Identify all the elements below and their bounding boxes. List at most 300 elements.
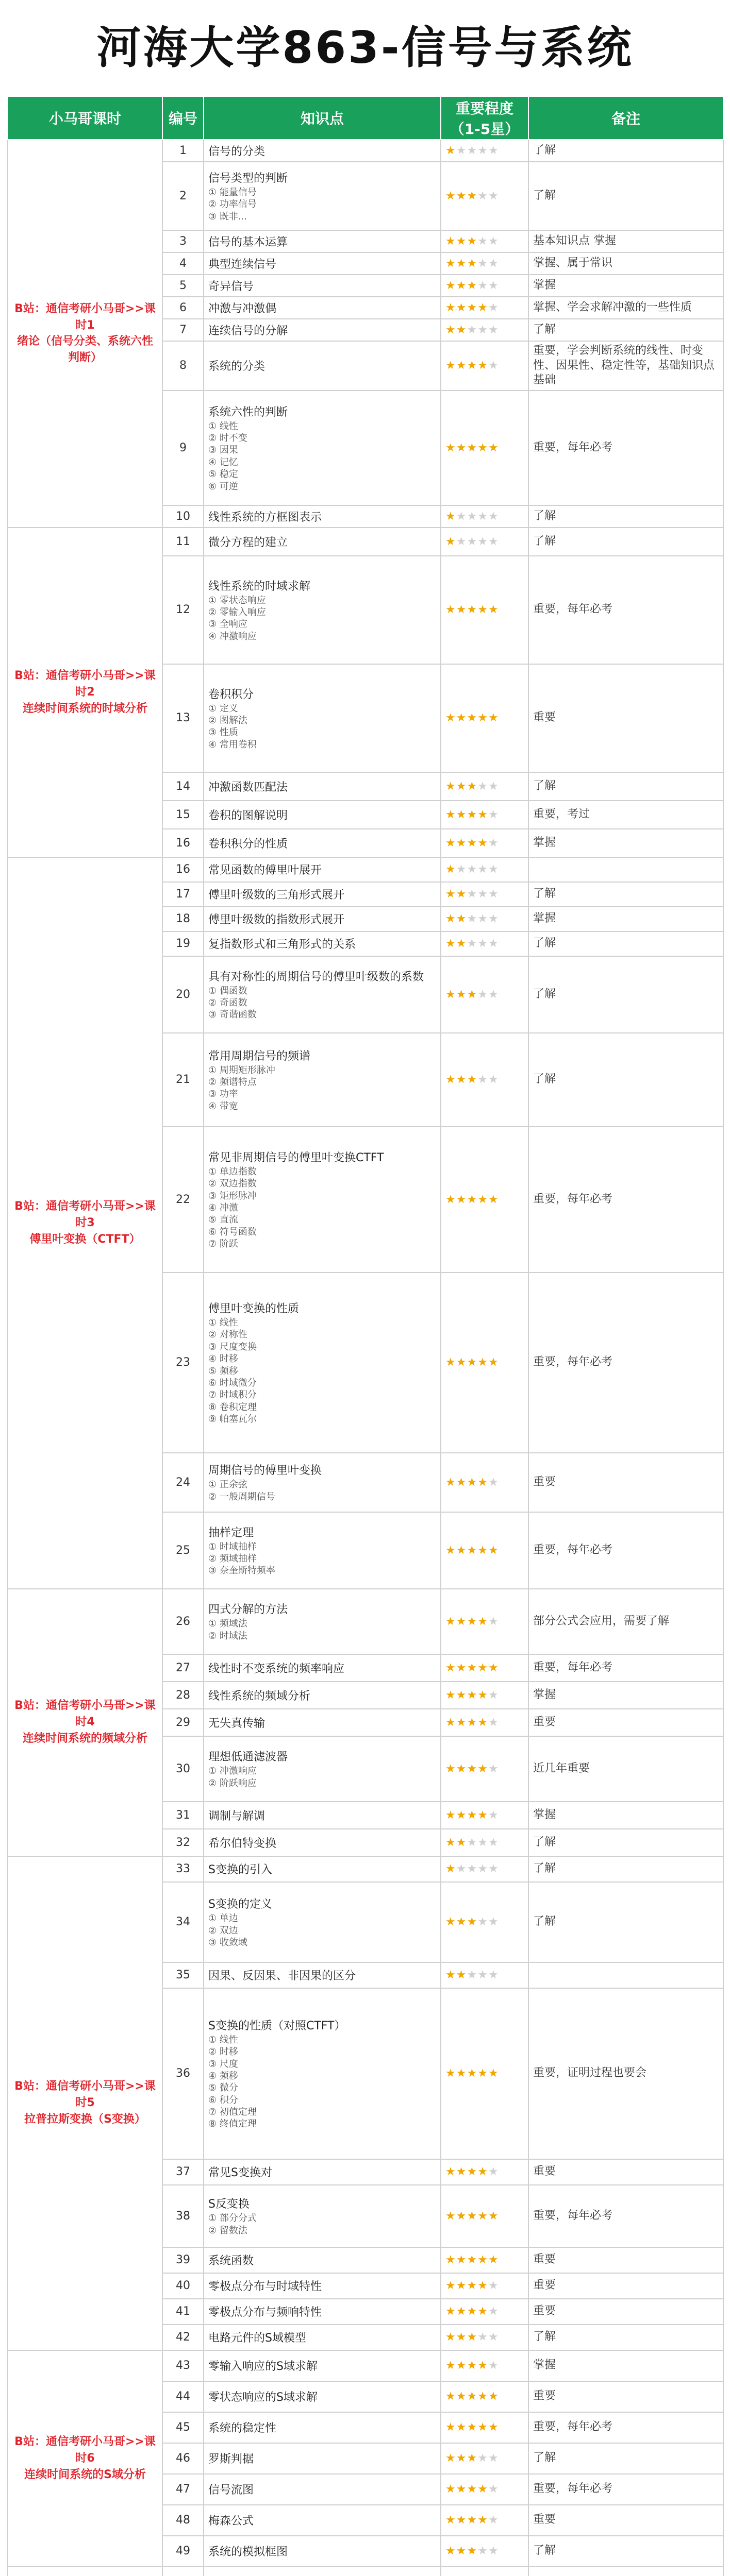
importance-stars [441,528,528,556]
star-icon: ★ [456,863,467,876]
note-cell: 重要，每年必考 [528,1512,723,1589]
star-icon: ★ [488,1476,499,1489]
star-icon: ★ [467,863,478,876]
star-icon: ★ [456,1716,467,1729]
knowledge-point: 系统六性的判断 [208,405,288,419]
star-icon: ★ [445,1716,456,1729]
star-icon: ★ [477,988,488,1001]
number-cell: 32 [162,1829,204,1856]
knowledge-cell [204,801,441,829]
sub-points [208,1541,436,1577]
knowledge-cell [204,931,441,956]
number-cell: 27 [162,1654,204,1682]
knowledge-point: 卷积积分的性质 [208,837,288,851]
course-line: 拉普拉斯变换（S变换） [24,2113,146,2126]
star-icon: ★ [456,2514,467,2527]
star-icon: ★ [488,888,499,901]
sub-points [208,595,436,643]
star-icon: ★ [456,888,467,901]
importance-stars [441,162,528,230]
knowledge-cell [204,1736,441,1802]
number-cell: 13 [162,664,204,772]
star-icon: ★ [456,324,467,336]
star-icon: ★ [445,937,456,951]
star-icon: ★ [488,510,499,523]
knowledge-cell [204,1589,441,1654]
note-cell: 基本知识点 掌握 [528,230,723,252]
star-icon: ★ [456,235,467,248]
number-cell [162,2567,204,2576]
star-icon: ★ [477,359,488,372]
table-body [8,140,723,2576]
star-icon: ★ [467,937,478,951]
sub-point: ① 线性 [208,420,238,432]
star-icon: ★ [488,2545,499,2558]
star-icon: ★ [488,2253,499,2267]
importance-stars [441,2299,528,2325]
star-icon: ★ [467,2165,478,2179]
knowledge-point: 信号的分类 [208,145,266,158]
knowledge-cell [204,882,441,907]
star-icon: ★ [488,535,499,548]
star-icon: ★ [467,144,478,157]
knowledge-point: 连续信号的分解 [208,325,288,337]
note-cell: 重要 [528,1709,723,1736]
knowledge-cell [204,907,441,931]
star-icon: ★ [445,1969,456,1982]
star-icon: ★ [456,808,467,821]
sub-point: ② 对称性 [208,1329,247,1341]
sub-point: ④ 频移 [208,2070,238,2081]
knowledge-point: 线性系统的时域求解 [208,580,311,593]
knowledge-point: S变换的性质（对照CTFT） [208,2019,346,2032]
star-icon: ★ [477,2209,488,2223]
knowledge-cell [204,2505,441,2536]
star-icon: ★ [445,324,456,336]
star-icon: ★ [488,2359,499,2372]
course-line: 连续时间系统的S域分析 [24,2468,146,2481]
star-icon: ★ [456,1544,467,1557]
star-icon: ★ [467,257,478,270]
star-icon: ★ [467,1356,478,1369]
number-cell: 9 [162,391,204,505]
star-icon: ★ [445,2421,456,2434]
note-cell: 重要 [528,2273,723,2299]
star-icon: ★ [467,2067,478,2080]
sub-point: ② 时移 [208,2046,238,2058]
number-cell: 35 [162,1962,204,1988]
note-cell: 了解 [528,1882,723,1962]
knowledge-cell [204,162,441,230]
knowledge-point: 具有对称性的周期信号的傅里叶级数的系数 [208,970,424,984]
star-icon: ★ [488,279,499,292]
page-title: 河海大学863-信号与系统 [96,22,634,74]
star-icon: ★ [477,912,488,926]
sub-points [208,703,436,751]
star-icon: ★ [456,2279,467,2293]
sub-point: ⑤ 频移 [208,1365,238,1377]
star-icon: ★ [488,1073,499,1087]
knowledge-point: 系统函数 [208,2255,254,2268]
sub-point: ① 部分分式 [208,2213,257,2224]
importance-stars [441,956,528,1033]
number-cell: 16 [162,829,204,857]
star-icon: ★ [467,836,478,850]
knowledge-point: 复指数形式和三角形式的关系 [208,938,356,952]
sub-point: ⑧ 终值定理 [208,2119,257,2130]
star-icon: ★ [477,2067,488,2080]
star-icon: ★ [477,1073,488,1087]
star-icon: ★ [467,888,478,901]
note-cell: 了解 [528,772,723,801]
sub-point: ⑧ 卷积定理 [208,1401,257,1413]
star-icon: ★ [467,1716,478,1729]
knowledge-point: 希尔伯特变换 [208,1837,277,1850]
knowledge-point: 信号流图 [208,2484,254,2497]
note-cell: 了解 [528,1856,723,1882]
knowledge-cell [204,1273,441,1453]
star-icon: ★ [477,1544,488,1557]
knowledge-cell [204,2412,441,2443]
star-icon: ★ [445,301,456,314]
star-icon: ★ [445,988,456,1001]
course-cell [8,2350,162,2567]
course-line: 傅里叶变换（CTFT） [29,1232,141,1246]
knowledge-point: 抽样定理 [208,1526,254,1539]
star-icon: ★ [445,2165,456,2179]
star-icon: ★ [488,2483,499,2496]
number-cell: 37 [162,2159,204,2185]
importance-stars [441,1654,528,1682]
number-cell: 43 [162,2350,204,2381]
star-icon: ★ [456,779,467,793]
knowledge-cell [204,1829,441,1856]
sub-point: ③ 既非... [208,211,247,222]
star-icon: ★ [477,2359,488,2372]
star-icon: ★ [467,190,478,202]
star-icon: ★ [445,912,456,926]
note-cell: 了解 [528,319,723,341]
importance-stars [441,230,528,252]
star-icon: ★ [445,235,456,248]
knowledge-point: 典型连续信号 [208,258,277,271]
knowledge-cell [204,2299,441,2325]
knowledge-point: 傅里叶变换的性质 [208,1302,300,1316]
star-icon: ★ [445,510,456,523]
star-icon: ★ [477,1356,488,1369]
knowledge-point: 线性系统的频域分析 [208,1689,311,1703]
knowledge-cell [204,1988,441,2159]
star-icon: ★ [456,1862,467,1876]
star-icon: ★ [477,2452,488,2465]
knowledge-point: 四式分解的方法 [208,1603,288,1617]
knowledge-cell [204,2536,441,2567]
number-cell: 15 [162,801,204,829]
knowledge-point: 常见非周期信号的傅里叶变换CTFT [208,1151,384,1164]
course-line: B站：通信考研小马哥>>课时1 [14,302,156,332]
knowledge-point: 信号类型的判断 [208,172,288,185]
note-cell: 掌握、属于常识 [528,252,723,275]
sub-point: ② 时域法 [208,1630,247,1641]
star-icon: ★ [456,1193,467,1206]
star-icon: ★ [445,1836,456,1849]
sub-point: ④ 记忆 [208,456,238,468]
star-icon: ★ [445,257,456,270]
importance-stars [441,275,528,297]
star-icon: ★ [488,324,499,336]
knowledge-cell [204,664,441,772]
star-icon: ★ [445,808,456,821]
number-cell: 47 [162,2474,204,2505]
star-icon: ★ [467,510,478,523]
star-icon: ★ [488,235,499,248]
sub-points [208,985,436,1021]
knowledge-cell [204,772,441,801]
star-icon: ★ [456,257,467,270]
number-cell: 34 [162,1882,204,1962]
importance-stars [441,1856,528,1882]
number-cell: 33 [162,1856,204,1882]
star-icon: ★ [488,1808,499,1822]
note-cell: 近几年重要 [528,1736,723,1802]
knowledge-cell [204,297,441,319]
course-line: 连续时间系统的时域分析 [22,702,147,715]
note-cell: 掌握、学会求解冲激的一些性质 [528,297,723,319]
note-cell: 了解 [528,1829,723,1856]
course-cell [8,140,162,528]
star-icon: ★ [456,279,467,292]
table-row [8,2350,723,2381]
star-icon: ★ [477,2421,488,2434]
star-icon: ★ [467,1916,478,1929]
sub-point: ⑦ 时域积分 [208,1389,257,1401]
star-icon: ★ [467,808,478,821]
knowledge-cell [204,505,441,528]
star-icon: ★ [477,535,488,548]
star-icon: ★ [467,235,478,248]
knowledge-cell [204,2381,441,2412]
number-cell: 38 [162,2185,204,2247]
sub-points [208,420,436,493]
sub-point: ④ 冲激 [208,1202,238,1214]
number-cell: 5 [162,275,204,297]
star-icon: ★ [467,324,478,336]
knowledge-cell [204,1127,441,1273]
star-icon: ★ [477,1615,488,1628]
star-icon: ★ [456,535,467,548]
star-icon: ★ [456,1688,467,1702]
number-cell: 3 [162,230,204,252]
star-icon: ★ [445,2359,456,2372]
number-cell: 42 [162,2325,204,2350]
importance-stars [441,1273,528,1453]
sub-points [208,1912,436,1948]
sub-point: ① 单边 [208,1913,238,1924]
note-cell: 重要，每年必考 [528,1127,723,1273]
star-icon: ★ [467,1073,478,1087]
knowledge-point: 傅里叶级数的三角形式展开 [208,889,345,902]
star-icon: ★ [445,2452,456,2465]
star-icon: ★ [467,2331,478,2344]
star-icon: ★ [477,1661,488,1674]
star-icon: ★ [456,1808,467,1822]
star-icon: ★ [477,2305,488,2318]
star-icon: ★ [467,1836,478,1849]
note-cell: 重要 [528,2159,723,2185]
course-line: 绪论（信号分类、系统六性判断） [16,335,153,365]
knowledge-point: S反变换 [208,2198,250,2211]
star-icon: ★ [445,863,456,876]
star-icon: ★ [456,988,467,1001]
knowledge-cell [204,2474,441,2505]
star-icon: ★ [445,1615,456,1628]
star-icon: ★ [467,2305,478,2318]
star-icon: ★ [488,190,499,202]
note-cell: 了解 [528,140,723,162]
course-cell [8,528,162,857]
star-icon: ★ [456,2209,467,2223]
star-icon: ★ [445,2209,456,2223]
importance-stars [441,1589,528,1654]
sub-points [208,1618,436,1642]
note-cell: 重要，每年必考 [528,2185,723,2247]
number-cell: 48 [162,2505,204,2536]
knowledge-cell [204,230,441,252]
sub-points [208,1064,436,1113]
course-line: B站：通信考研小马哥>>课时6 [14,2435,156,2465]
star-icon: ★ [467,535,478,548]
importance-stars [441,1512,528,1589]
sub-point: ③ 奇谐函数 [208,1009,257,1021]
importance-stars [441,2474,528,2505]
importance-stars [441,1988,528,2159]
number-cell: 21 [162,1033,204,1127]
star-icon: ★ [488,808,499,821]
star-icon: ★ [477,2165,488,2179]
star-icon: ★ [477,603,488,617]
note-cell: 重要，每年必考 [528,1273,723,1453]
note-cell: 掌握 [528,2350,723,2381]
sub-point: ② 频谱特点 [208,1076,257,1088]
sub-point: ③ 性质 [208,727,238,738]
knowledge-cell [204,341,441,391]
knowledge-point: 线性系统的方框图表示 [208,511,322,524]
sub-point: ① 冲激响应 [208,1766,257,1777]
sub-point: ⑤ 直流 [208,1214,238,1226]
star-icon: ★ [488,603,499,617]
star-icon: ★ [477,257,488,270]
sub-points [208,2034,436,2130]
number-cell: 14 [162,772,204,801]
sub-point: ① 单边指数 [208,1166,257,1177]
star-icon: ★ [488,988,499,1001]
table-row [8,1856,723,1882]
knowledge-cell [204,2350,441,2381]
sub-points [208,1317,436,1426]
star-icon: ★ [488,937,499,951]
star-icon: ★ [445,711,456,725]
importance-stars [441,1882,528,1962]
star-icon: ★ [445,190,456,202]
knowledge-cell [204,2185,441,2247]
sub-point: ⑥ 积分 [208,2094,238,2106]
sub-point: ⑥ 可逆 [208,481,238,492]
number-cell: 8 [162,341,204,391]
sub-point: ③ 尺度变换 [208,1341,257,1352]
knowledge-point: 零状态响应的S域求解 [208,2391,318,2404]
sub-points [208,1765,436,1789]
table-row [8,857,723,882]
star-icon: ★ [488,1615,499,1628]
knowledge-point: 奇异信号 [208,280,254,293]
importance-stars [441,882,528,907]
star-icon: ★ [467,1615,478,1628]
note-cell: 重要，每年必考 [528,391,723,505]
note-cell: 重要 [528,1453,723,1512]
star-icon: ★ [467,2253,478,2267]
star-icon: ★ [456,2452,467,2465]
star-icon: ★ [456,144,467,157]
number-cell: 1 [162,140,204,162]
star-icon: ★ [456,1615,467,1628]
importance-stars [441,664,528,772]
star-icon: ★ [456,937,467,951]
sub-point: ⑤ 微分 [208,2082,238,2094]
star-icon: ★ [456,1762,467,1775]
knowledge-point: 系统的稳定性 [208,2422,277,2435]
importance-stars [441,2505,528,2536]
star-icon: ★ [477,441,488,454]
knowledge-point: S变换的引入 [208,1863,272,1877]
importance-stars [441,1962,528,1988]
sub-point: ① 周期矩形脉冲 [208,1064,275,1076]
star-icon: ★ [445,1476,456,1489]
star-icon: ★ [467,1688,478,1702]
star-icon: ★ [488,1193,499,1206]
star-icon: ★ [445,888,456,901]
number-cell: 41 [162,2299,204,2325]
star-icon: ★ [467,1808,478,1822]
number-cell: 44 [162,2381,204,2412]
star-icon: ★ [445,2331,456,2344]
star-icon: ★ [467,1193,478,1206]
star-icon: ★ [477,1688,488,1702]
star-icon: ★ [445,1862,456,1876]
knowledge-cell [204,2273,441,2299]
importance-stars [441,1802,528,1829]
sub-point: ② 零输入响应 [208,606,266,618]
knowledge-cell [204,1962,441,1988]
star-icon: ★ [477,2514,488,2527]
number-cell: 22 [162,1127,204,1273]
knowledge-point: 冲激函数匹配法 [208,781,288,794]
star-icon: ★ [445,441,456,454]
note-cell: 重要，学会判断系统的线性、时变性、因果性、稳定性等，基础知识点 基础 [528,341,723,391]
knowledge-cell [204,1453,441,1512]
star-icon: ★ [445,779,456,793]
note-cell: 重要，证明过程也要会 [528,1988,723,2159]
knowledge-cell [204,2247,441,2273]
star-icon: ★ [456,2331,467,2344]
sub-point: ② 双边 [208,1925,238,1936]
knowledge-point: 周期信号的傅里叶变换 [208,1464,322,1478]
star-icon: ★ [488,1762,499,1775]
importance-stars [441,931,528,956]
star-icon: ★ [477,1969,488,1982]
number-cell: 2 [162,162,204,230]
star-icon: ★ [456,711,467,725]
star-icon: ★ [445,1688,456,1702]
